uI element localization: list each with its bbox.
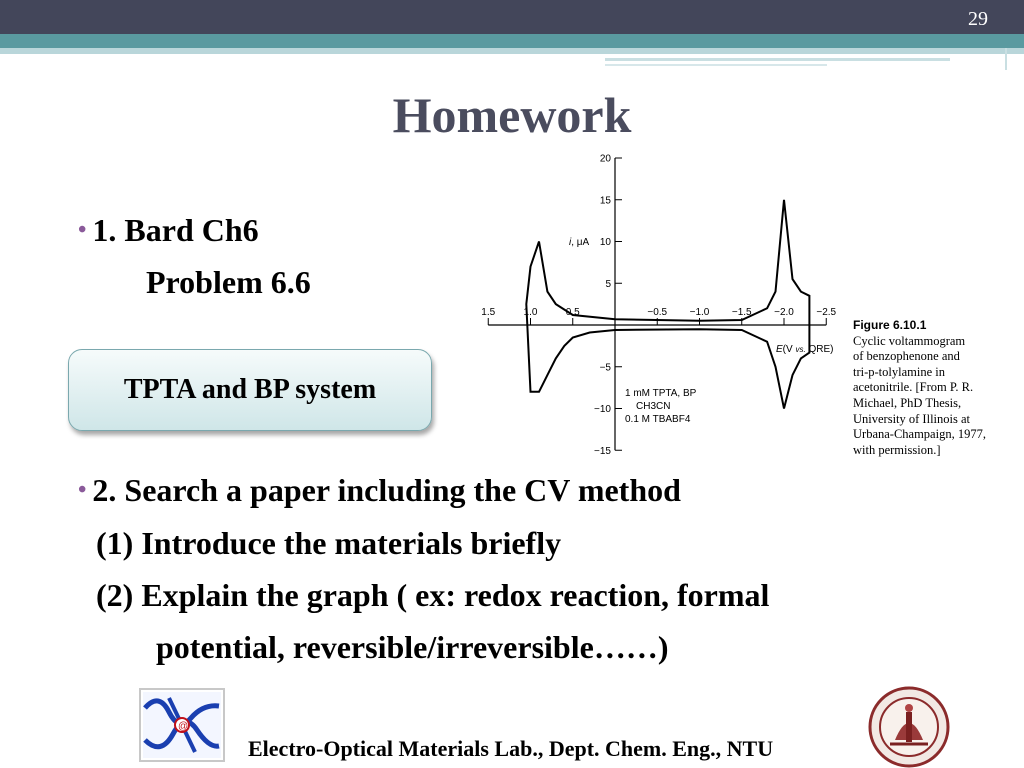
x-tick-label: −2.5 <box>816 307 837 318</box>
caption-title: Figure 6.10.1 <box>853 318 927 332</box>
caption-line: University of Illinois at <box>853 411 970 426</box>
legend-line-3: 0.1 M TBABF4 <box>625 414 691 425</box>
item2-line2: (1) Introduce the materials briefly <box>96 525 562 561</box>
x-tick-label: 0.5 <box>565 307 580 318</box>
y-tick-label: −5 <box>599 362 611 374</box>
banner-stripe <box>0 34 1024 48</box>
bullet-item-1 <box>78 212 259 249</box>
item2-line1: 2. Search a paper including the CV method <box>92 472 681 508</box>
x-tick-label: −2.0 <box>774 307 794 318</box>
caption-line: acetonitrile. [From P. R. <box>853 380 974 395</box>
decorative-tick <box>1005 48 1007 70</box>
item1-line2: Problem 6.6 <box>146 264 311 300</box>
x-tick-label: 1.0 <box>523 307 538 318</box>
bullet-dot-icon: • <box>78 217 87 243</box>
banner-light-stripe <box>0 48 1024 54</box>
top-banner <box>0 0 1024 34</box>
callout-box: TPTA and BP system <box>68 349 432 431</box>
caption-line: Michael, PhD Thesis, <box>853 395 962 410</box>
decorative-line <box>605 58 950 61</box>
y-tick-label: 20 <box>599 153 611 165</box>
item1-line1: 1. Bard Ch6 <box>92 212 259 248</box>
cv-chart <box>478 150 848 460</box>
slide-number: 29 <box>968 8 988 30</box>
cv-curve <box>523 200 809 409</box>
caption-line: Urbana-Champaign, 1977, <box>853 427 986 442</box>
caption-line: with permission.] <box>853 442 941 457</box>
caption-line: tri-p-tolylamine in <box>853 364 945 379</box>
y-tick-label: −15 <box>594 445 611 457</box>
figure-caption <box>853 318 1013 458</box>
slide-title: Homework <box>392 87 632 143</box>
x-tick-label: −1.0 <box>689 307 710 318</box>
legend-line-1: 1 mM TPTA, BP <box>625 388 697 399</box>
item2-line4: potential, reversible/irreversible……) <box>156 629 669 665</box>
y-tick-label: 15 <box>599 195 611 207</box>
x-tick-label: −0.5 <box>647 307 668 318</box>
ntu-seal-logo <box>868 686 950 768</box>
footer-text: Electro-Optical Materials Lab., Dept. Chem. Eng., NTU <box>248 736 774 761</box>
decorative-line-short <box>605 64 827 66</box>
logo-at-icon: @ <box>178 721 189 732</box>
x-axis-label: E(V vs. QRE) <box>776 344 834 355</box>
y-tick-label: 5 <box>605 278 611 290</box>
y-tick-label: 10 <box>599 237 611 248</box>
legend-line-2: CH3CN <box>636 401 671 412</box>
y-tick-label: −10 <box>594 404 611 415</box>
bullet-item-2 <box>78 472 681 509</box>
item2-line3: (2) Explain the graph ( ex: redox reaction, formal <box>96 577 770 613</box>
caption-line: of benzophenone and <box>853 349 960 364</box>
x-tick-label: 1.5 <box>481 307 496 318</box>
caption-body <box>853 334 1013 459</box>
caption-line: Cyclic voltammogram <box>853 333 966 348</box>
x-tick-label: −1.5 <box>731 307 752 318</box>
eom-lab-logo <box>139 688 225 762</box>
bullet-dot-icon: • <box>78 477 87 503</box>
y-axis-label: i, μA <box>569 237 590 248</box>
